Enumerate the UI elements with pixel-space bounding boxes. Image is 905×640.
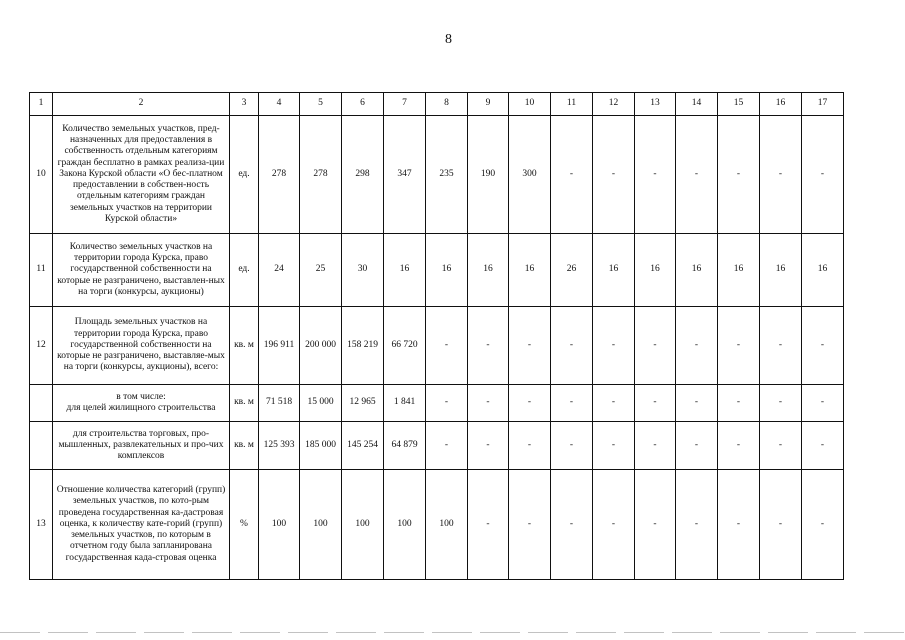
row-unit: кв. м	[230, 385, 259, 422]
row-number	[30, 385, 53, 422]
value-cell: -	[426, 307, 468, 385]
value-cell: 235	[426, 116, 468, 234]
header-cell: 12	[593, 93, 635, 116]
value-cell: -	[760, 422, 802, 470]
value-cell: -	[468, 470, 509, 580]
table-row	[30, 470, 844, 580]
value-cell: 347	[384, 116, 426, 234]
row-description: Количество земельных участков на территории города Курска, право государственной собственности на которые не разграничено, выставлен-ных на торги (конкурсы, аукционы)	[53, 234, 230, 307]
header-cell: 5	[300, 93, 342, 116]
value-cell: 64 879	[384, 422, 426, 470]
value-cell: -	[718, 307, 760, 385]
value-cell: -	[426, 422, 468, 470]
value-cell: 16	[676, 234, 718, 307]
value-cell: -	[551, 422, 593, 470]
value-cell: -	[718, 470, 760, 580]
value-cell: -	[468, 385, 509, 422]
value-cell: 145 254	[342, 422, 384, 470]
indicators-table	[29, 92, 844, 580]
header-cell: 1	[30, 93, 53, 116]
value-cell: 15 000	[300, 385, 342, 422]
value-cell: -	[718, 385, 760, 422]
value-cell: -	[468, 422, 509, 470]
value-cell: -	[593, 116, 635, 234]
value-cell: 26	[551, 234, 593, 307]
value-cell: -	[676, 116, 718, 234]
table-row	[30, 116, 844, 234]
header-cell: 15	[718, 93, 760, 116]
value-cell: -	[551, 307, 593, 385]
value-cell: 16	[593, 234, 635, 307]
value-cell: 16	[718, 234, 760, 307]
value-cell: -	[468, 307, 509, 385]
value-cell: 100	[300, 470, 342, 580]
value-cell: -	[635, 116, 676, 234]
value-cell: 12 965	[342, 385, 384, 422]
value-cell: -	[760, 307, 802, 385]
value-cell: -	[509, 385, 551, 422]
value-cell: 16	[468, 234, 509, 307]
value-cell: 185 000	[300, 422, 342, 470]
value-cell: -	[593, 385, 635, 422]
page-number: 8	[445, 32, 452, 47]
header-cell: 16	[760, 93, 802, 116]
value-cell: 24	[259, 234, 300, 307]
value-cell: 30	[342, 234, 384, 307]
value-cell: -	[676, 307, 718, 385]
table-row	[30, 234, 844, 307]
header-cell: 2	[53, 93, 230, 116]
value-cell: 25	[300, 234, 342, 307]
value-cell: 16	[802, 234, 844, 307]
value-cell: 100	[426, 470, 468, 580]
header-cell: 3	[230, 93, 259, 116]
value-cell: -	[718, 422, 760, 470]
row-unit: %	[230, 470, 259, 580]
value-cell: -	[509, 470, 551, 580]
value-cell: 16	[426, 234, 468, 307]
row-number: 11	[30, 234, 53, 307]
row-unit: кв. м	[230, 307, 259, 385]
row-description: Площадь земельных участков на территории города Курска, право государственной собственности на которые не разграничено, выставляе-мых на торги (конкурсы, аукционы), всего:	[53, 307, 230, 385]
value-cell: -	[802, 307, 844, 385]
value-cell: 16	[635, 234, 676, 307]
value-cell: -	[551, 116, 593, 234]
value-cell: -	[802, 385, 844, 422]
row-number: 12	[30, 307, 53, 385]
table-row	[30, 385, 844, 422]
header-cell: 6	[342, 93, 384, 116]
value-cell: -	[802, 470, 844, 580]
value-cell: -	[635, 307, 676, 385]
value-cell: 16	[760, 234, 802, 307]
header-cell: 13	[635, 93, 676, 116]
value-cell: 125 393	[259, 422, 300, 470]
row-unit: кв. м	[230, 422, 259, 470]
value-cell: -	[635, 470, 676, 580]
table-row	[30, 422, 844, 470]
value-cell: 300	[509, 116, 551, 234]
row-unit: ед.	[230, 116, 259, 234]
row-number: 13	[30, 470, 53, 580]
row-description: Количество земельных участков, пред-назначенных для предоставления в собственность отдельным категориям граждан бесплатно в рамках реализа-ции Закона Курской области «О бес-платном предоставлении в собствен-ность отдельным категориям граждан земельных участков на территории Курской области»	[53, 116, 230, 234]
value-cell: -	[802, 116, 844, 234]
value-cell: -	[593, 422, 635, 470]
row-number: 10	[30, 116, 53, 234]
row-description: в том числе: для целей жилищного строительства	[53, 385, 230, 422]
header-cell: 17	[802, 93, 844, 116]
value-cell: 100	[384, 470, 426, 580]
value-cell: -	[760, 470, 802, 580]
header-cell: 11	[551, 93, 593, 116]
row-description: для строительства торговых, про-мышленных, развлекательных и про-чих комплексов	[53, 422, 230, 470]
header-cell: 10	[509, 93, 551, 116]
value-cell: -	[551, 470, 593, 580]
value-cell: 278	[259, 116, 300, 234]
header-cell: 9	[468, 93, 509, 116]
header-cell: 4	[259, 93, 300, 116]
table-row	[30, 307, 844, 385]
value-cell: -	[760, 116, 802, 234]
value-cell: -	[593, 470, 635, 580]
value-cell: -	[593, 307, 635, 385]
value-cell: -	[760, 385, 802, 422]
header-cell: 14	[676, 93, 718, 116]
header-cell: 7	[384, 93, 426, 116]
row-description: Отношение количества категорий (групп) земельных участков, по кото-рым проведена государственная ка-дастровая оценка, к количеству кате-горий (групп) земельных участков, по которым в отчетном году была запланирована государственная када-стровая оценка	[53, 470, 230, 580]
value-cell: -	[635, 422, 676, 470]
scan-artifact-line	[0, 632, 905, 633]
row-unit: ед.	[230, 234, 259, 307]
value-cell: 66 720	[384, 307, 426, 385]
table-header-row	[30, 93, 844, 116]
value-cell: 1 841	[384, 385, 426, 422]
value-cell: -	[551, 385, 593, 422]
value-cell: -	[509, 422, 551, 470]
value-cell: 278	[300, 116, 342, 234]
value-cell: -	[718, 116, 760, 234]
value-cell: 71 518	[259, 385, 300, 422]
header-cell: 8	[426, 93, 468, 116]
value-cell: 196 911	[259, 307, 300, 385]
value-cell: 100	[342, 470, 384, 580]
value-cell: -	[676, 385, 718, 422]
value-cell: 158 219	[342, 307, 384, 385]
value-cell: -	[635, 385, 676, 422]
value-cell: -	[676, 422, 718, 470]
value-cell: -	[426, 385, 468, 422]
value-cell: 190	[468, 116, 509, 234]
value-cell: 16	[384, 234, 426, 307]
row-number	[30, 422, 53, 470]
value-cell: 298	[342, 116, 384, 234]
value-cell: -	[802, 422, 844, 470]
value-cell: -	[509, 307, 551, 385]
value-cell: 16	[509, 234, 551, 307]
value-cell: 100	[259, 470, 300, 580]
value-cell: -	[676, 470, 718, 580]
value-cell: 200 000	[300, 307, 342, 385]
